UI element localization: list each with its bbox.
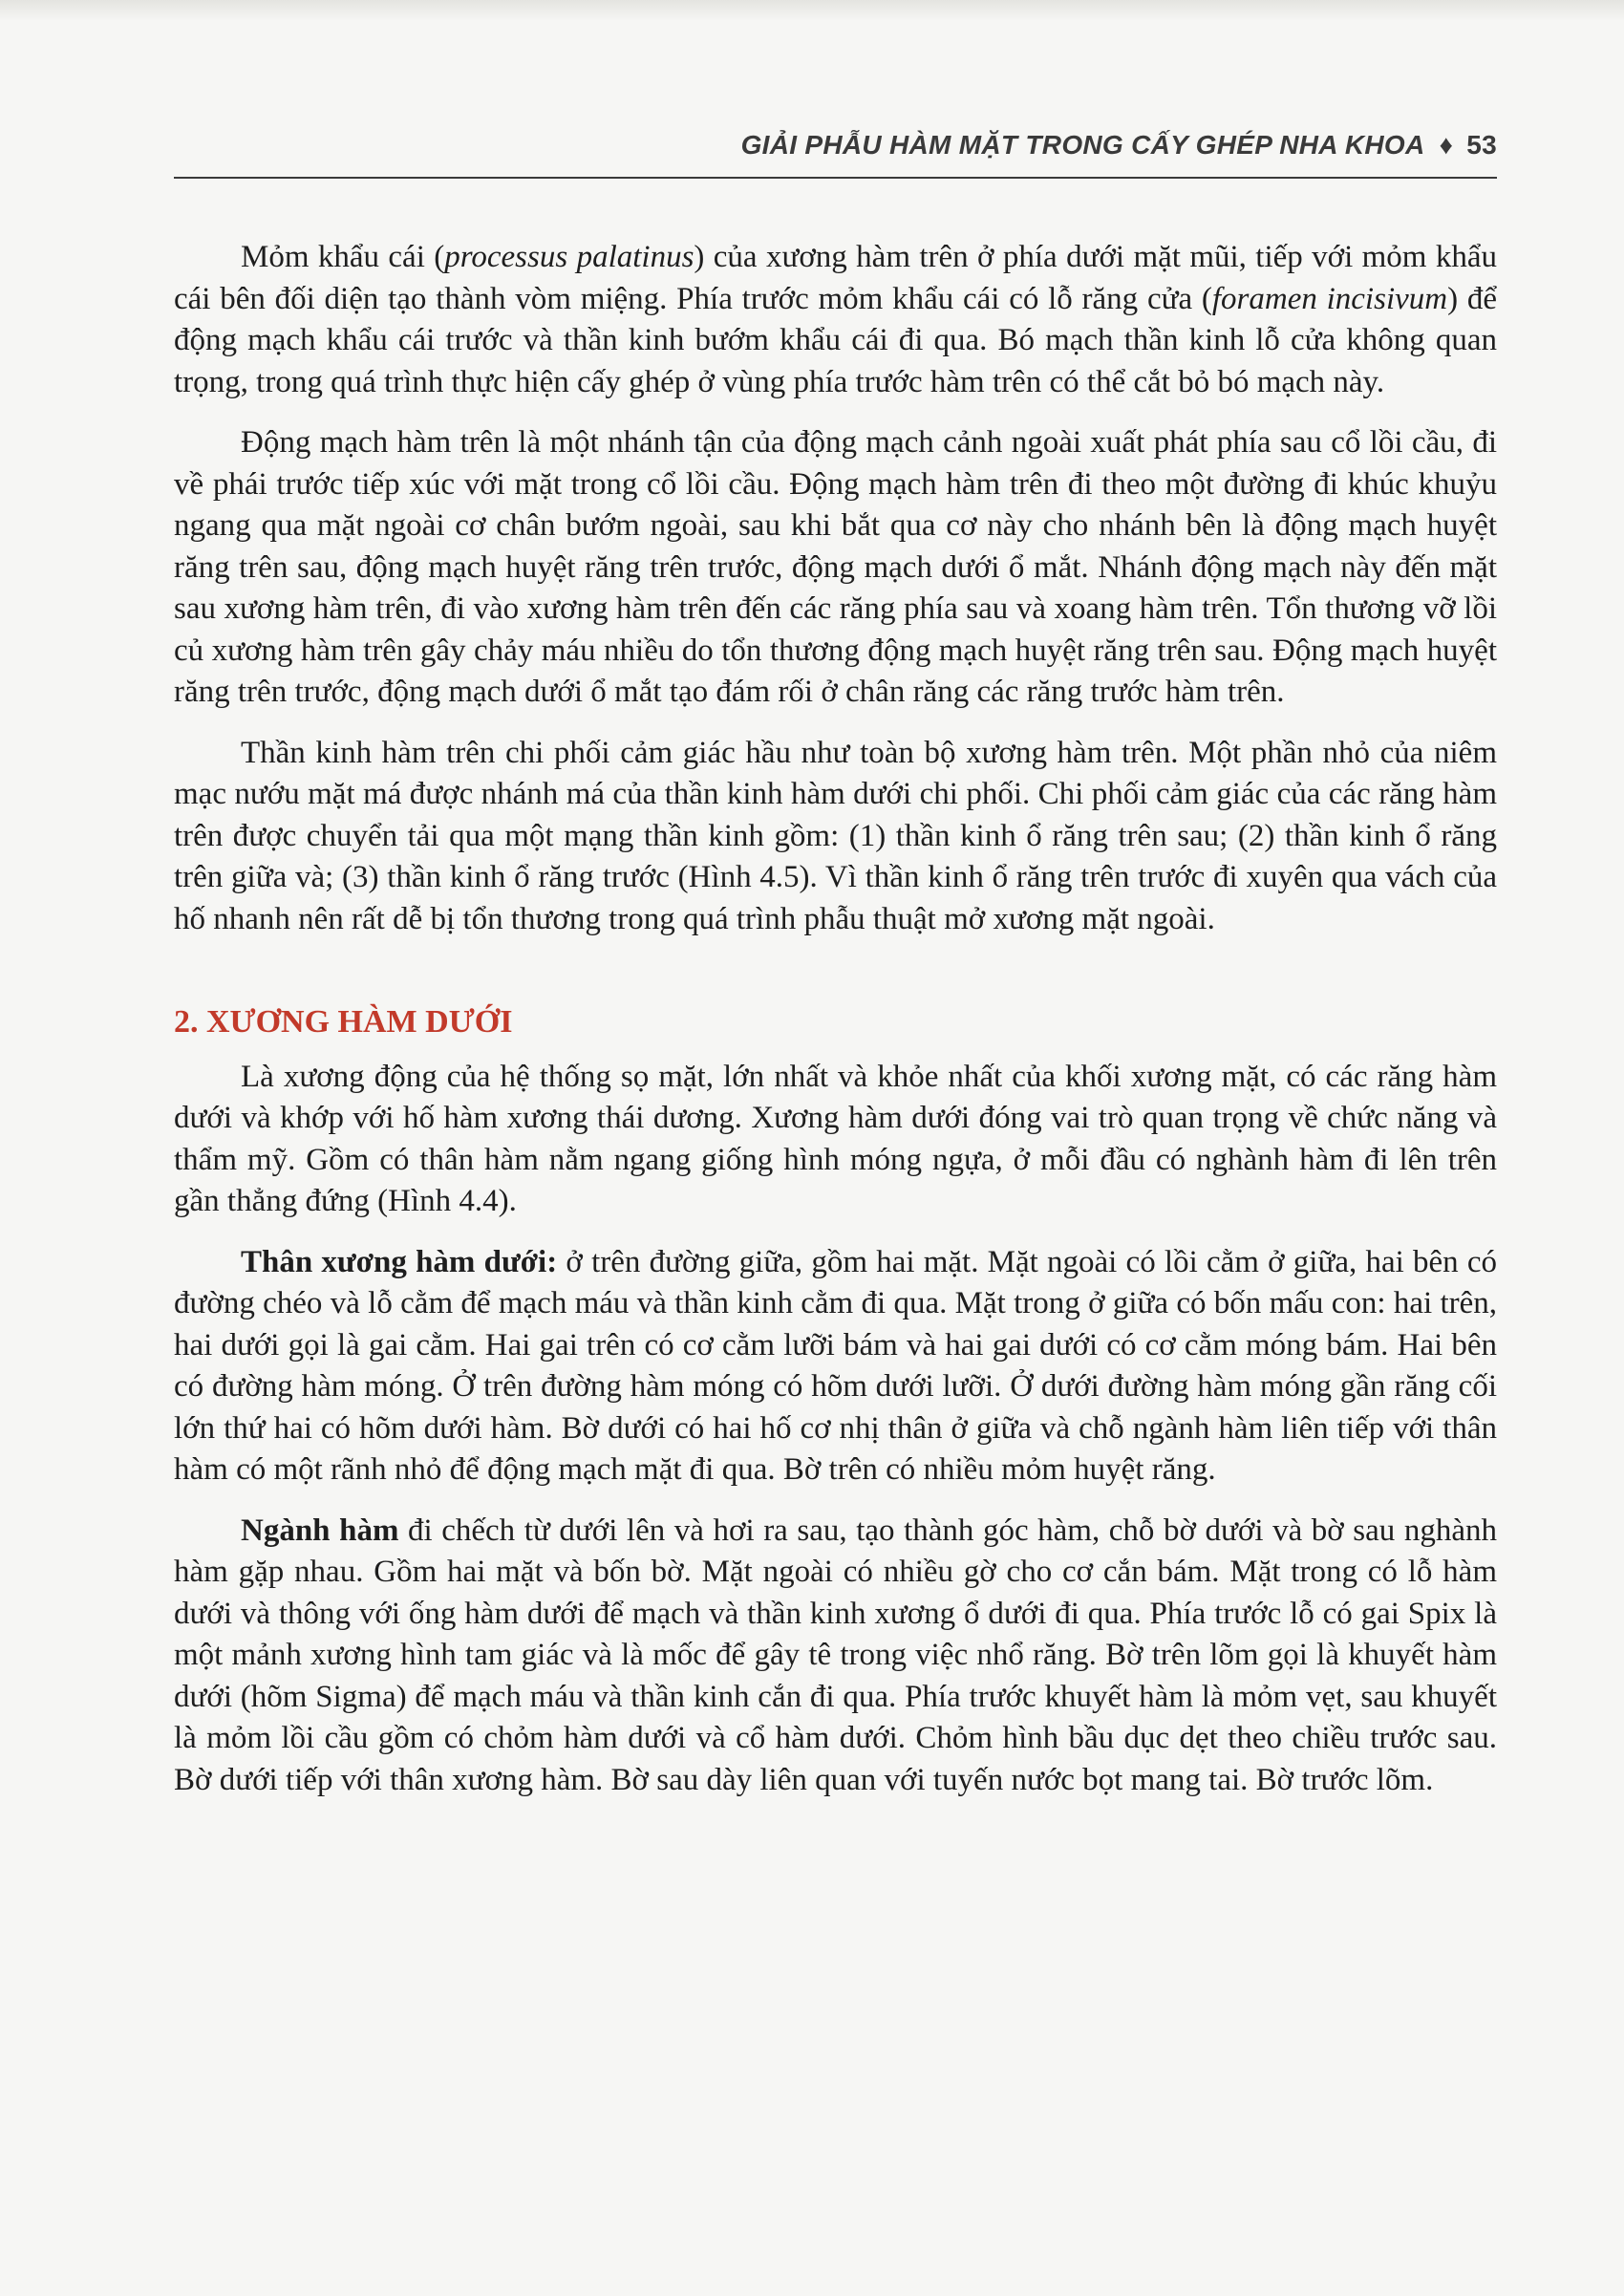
latin-term: processus palatinus (444, 240, 694, 274)
paragraph-mandible-intro: Là xương động của hệ thống sọ mặt, lớn nhất và khỏe nhất của khối xương mặt, có các răng hàm dưới và khớp với hố hàm xương thái dương. Xương hàm dưới đóng vai trò quan trọng về chức năng và thẩm mỹ. Gồm có thân hàm nằm ngang giống hình móng ngựa, ở mỗi đầu có nghành hàm đi lên trên gần thẳng đứng (Hình 4.4). (174, 1059, 1497, 1218)
header-rule (174, 177, 1497, 179)
section-title: 2. XƯƠNG HÀM DƯỚI (174, 1004, 513, 1040)
page-body (174, 237, 1497, 1801)
paragraph-mandible-body: Thân xương hàm dưới: ở trên đường giữa, gồm hai mặt. Mặt ngoài có lồi cằm ở giữa, hai bên có đường chéo và lỗ cằm để mạch máu và thần kinh cằm đi qua. Mặt trong ở giữa có bốn mấu con: hai trên, hai dưới gọi là gai cằm. Hai gai trên có cơ cằm lưỡi bám và hai gai dưới có cơ cằm móng bám. Hai bên có đường hàm móng. Ở trên đường hàm móng có hõm dưới lưỡi. Ở dưới đường hàm móng gần răng cối lớn thứ hai có hõm dưới hàm. Bờ dưới có hai hố cơ nhị thân ở giữa và chỗ ngành hàm liên tiếp với thân hàm có một rãnh nhỏ để động mạch mặt đi qua. Bờ trên có nhiều mỏm huyệt răng. (174, 1244, 1497, 1487)
paragraph-maxillary-artery: Động mạch hàm trên là một nhánh tận của động mạch cảnh ngoài xuất phát phía sau cổ lồi cầu, đi về phái trước tiếp xúc với mặt trong cổ lồi cầu. Động mạch hàm trên đi theo một đường đi khúc khuỷu ngang qua mặt ngoài cơ chân bướm ngoài, sau khi bắt qua cơ này cho nhánh bên là động mạch huyệt răng trên sau, động mạch huyệt răng trên trước, động mạch dưới ổ mắt. Nhánh động mạch này đến mặt sau xương hàm trên, đi vào xương hàm trên đến các răng phía sau và xoang hàm trên. Tổn thương vỡ lồi củ xương hàm trên gây chảy máu nhiều do tổn thương động mạch huyệt răng trên sau. Động mạch huyệt răng trên trước, động mạch dưới ổ mắt tạo đám rối ở chân răng các răng trước hàm trên. (174, 425, 1497, 709)
header-title: GIẢI PHẪU HÀM MẶT TRONG CẤY GHÉP NHA KHOA (740, 130, 1424, 160)
run-in-heading: Ngành hàm (241, 1513, 399, 1548)
latin-term: foramen incisivum (1211, 281, 1448, 316)
scan-edge (0, 0, 1624, 21)
run-in-heading: Thân xương hàm dưới: (241, 1244, 558, 1279)
page-number: 53 (1466, 130, 1497, 160)
paragraph-maxillary-nerve: Thần kinh hàm trên chi phối cảm giác hầu như toàn bộ xương hàm trên. Một phần nhỏ của niêm mạc nướu mặt má được nhánh má của thần kinh hàm dưới chi phối. Chi phối cảm giác của các răng hàm trên được chuyển tải qua một mạng thần kinh gồm: (1) thần kinh ổ răng trên sau; (2) thần kinh ổ răng trên giữa và; (3) thần kinh ổ răng trước (Hình 4.5). Vì thần kinh ổ răng trên trước đi xuyên qua vách của hố nhanh nên rất dễ bị tổn thương trong quá trình phẫu thuật mở xương mặt ngoài. (174, 735, 1497, 936)
diamond-separator-icon: ♦ (1439, 130, 1454, 160)
paragraph-palatine-process: Mỏm khẩu cái (processus palatinus) của xương hàm trên ở phía dưới mặt mũi, tiếp với mỏm khẩu cái bên đối diện tạo thành vòm miệng. Phía trước mỏm khẩu cái có lỗ răng cửa (foramen incisivum) để động mạch khẩu cái trước và thần kinh bướm khẩu cái đi qua. Bó mạch thần kinh lỗ cửa không quan trọng, trong quá trình thực hiện cấy ghép ở vùng phía trước hàm trên có thể cắt bỏ bó mạch này. (174, 240, 1498, 399)
paragraph-mandible-ramus: Ngành hàm đi chếch từ dưới lên và hơi ra sau, tạo thành góc hàm, chỗ bờ dưới và bờ sau nghành hàm gặp nhau. Gồm hai mặt và bốn bờ. Mặt ngoài có nhiều gờ cho cơ cắn bám. Mặt trong có lỗ hàm dưới và thông với ống hàm dưới để mạch và thần kinh xương ổ dưới đi qua. Phía trước lỗ có gai Spix là một mảnh xương hình tam giác và là mốc để gây tê trong việc nhổ răng. Bờ trên lõm gọi là khuyết hàm dưới (hõm Sigma) để mạch máu và thần kinh cắn đi qua. Phía trước khuyết hàm là mỏm vẹt, sau khuyết là mỏm lồi cầu gồm có chỏm hàm dưới và cổ hàm dưới. Chỏm hình bầu dục dẹt theo chiều trước sau. Bờ dưới tiếp với thân xương hàm. Bờ sau dày liên quan với tuyến nước bọt mang tai. Bờ trước lõm. (174, 1513, 1497, 1797)
running-header (174, 130, 1497, 161)
